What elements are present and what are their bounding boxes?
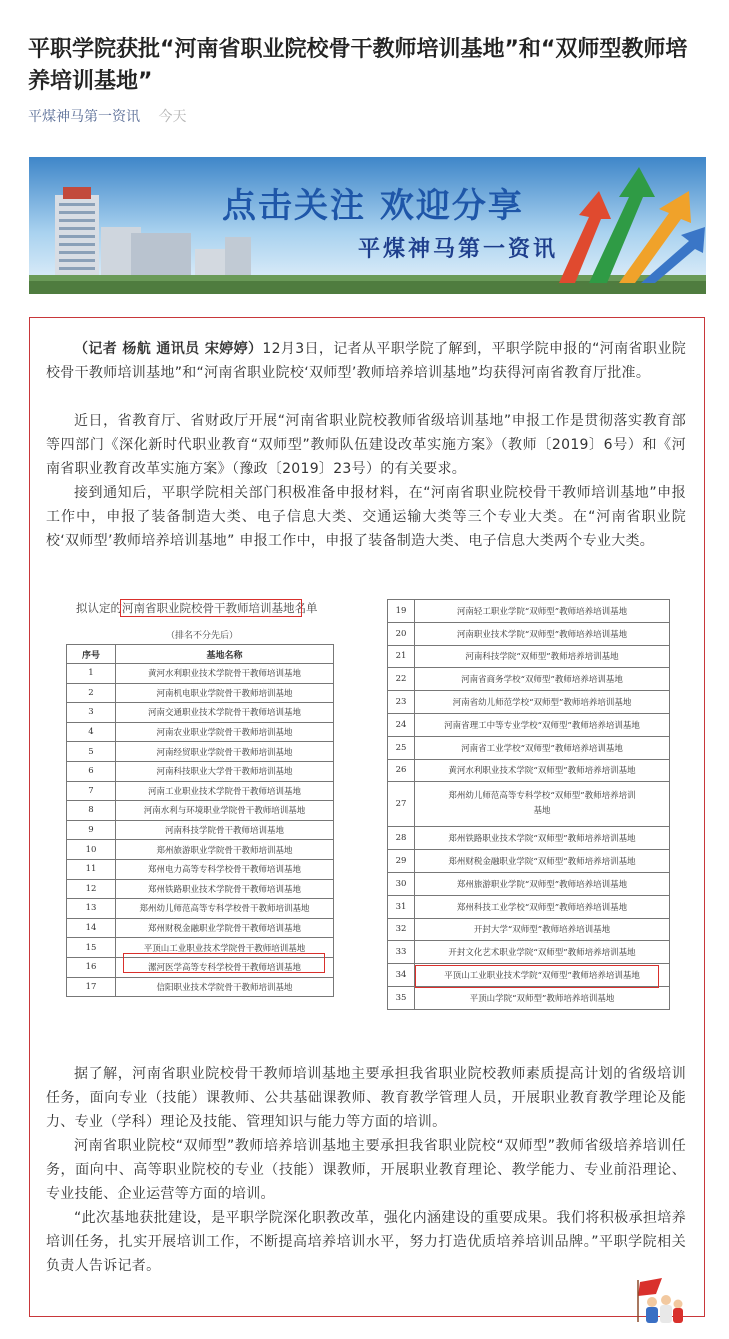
mascot-illustration — [632, 1276, 688, 1326]
table-row — [388, 895, 670, 918]
table-row — [67, 722, 334, 742]
row-index: 24 — [388, 713, 415, 736]
row-base-name: 河南工业职业技术学院骨干教师培训基地 — [116, 781, 334, 801]
row-base-name: 郑州科技工业学校“双师型”教师培养培训基地 — [415, 895, 670, 918]
table-row — [388, 918, 670, 941]
right-table — [387, 599, 670, 1010]
row-index: 12 — [67, 879, 116, 899]
row-index: 27 — [388, 782, 415, 827]
row-index: 17 — [67, 977, 116, 997]
paragraph-4: 据了解，河南省职业院校骨干教师培训基地主要承担我省职业院校教师素质提高计划的省级培训任务，面向专业（技能）课教师、公共基础课教师、教育教学管理人员，开展职业教育教学理论及能力、专业（学科）理论及技能、管理知识与能力等方面的培训。 — [46, 1066, 686, 1130]
row-base-name: 信阳职业技术学院骨干教师培训基地 — [116, 977, 334, 997]
table-row — [67, 761, 334, 781]
table-row — [388, 827, 670, 850]
table-row — [67, 899, 334, 919]
paragraph-1-text: 12月3日，记者从平职学院了解到，平职学院申报的“河南省职业院校骨干教师培训基地”和“河南省职业院校‘双师型’教师培养培训基地”均获得河南省教育厅批准。 — [46, 341, 687, 381]
table-row — [388, 600, 670, 623]
row-index: 29 — [388, 850, 415, 873]
table-row — [67, 840, 334, 860]
table-row — [388, 782, 670, 827]
row-index: 7 — [67, 781, 116, 801]
flag-mascot-icon — [632, 1276, 688, 1326]
row-index: 31 — [388, 895, 415, 918]
row-index: 5 — [67, 742, 116, 762]
row-34-highlight — [415, 965, 659, 988]
left-table — [66, 644, 334, 997]
table-row — [67, 683, 334, 703]
row-base-name: 河南科技学院“双师型”教师培养培训基地 — [415, 645, 670, 668]
row-base-name: 河南职业技术学院“双师型”教师培养培训基地 — [415, 622, 670, 645]
table-row — [388, 691, 670, 714]
row-base-name: 河南省理工中等专业学校“双师型”教师培养培训基地 — [415, 713, 670, 736]
publish-time: 今天 — [158, 109, 187, 125]
table-row — [67, 742, 334, 762]
table-row — [388, 713, 670, 736]
paragraph-5: 河南省职业院校“双师型”教师培养培训基地主要承担我省职业院校“双师型”教师省级培养培训任务，面向中、高等职业院校的专业（技能）课教师，开展职业教育理论、教学能力、专业前沿理论、专业技能、企业运营等方面的培训。 — [46, 1138, 686, 1202]
row-base-name: 河南机电职业学院骨干教师培训基地 — [116, 683, 334, 703]
caption-highlight: 河南省职业院校骨干教师培训基地 — [122, 601, 295, 615]
row-index: 13 — [67, 899, 116, 919]
row-base-name: 平顶山学院“双师型”教师培养培训基地 — [415, 986, 670, 1009]
table-row — [388, 941, 670, 964]
table-row — [67, 664, 334, 684]
banner-slogan: 点击关注 欢迎分享 — [222, 186, 524, 226]
row-base-name: 郑州财税金融职业学院“双师型”教师培养培训基地 — [415, 850, 670, 873]
row-base-name: 郑州幼儿师范高等专科学校骨干教师培训基地 — [116, 899, 334, 919]
row-index: 34 — [388, 964, 415, 987]
row-index: 4 — [67, 722, 116, 742]
row-index: 25 — [388, 736, 415, 759]
table-row — [67, 918, 334, 938]
row-base-name: 河南经贸职业学院骨干教师培训基地 — [116, 742, 334, 762]
row-base-name: 河南轻工职业学院“双师型”教师培养培训基地 — [415, 600, 670, 623]
row-base-name: 郑州铁路职业技术学院骨干教师培训基地 — [116, 879, 334, 899]
row-base-name: 郑州财税金融职业学院骨干教师培训基地 — [116, 918, 334, 938]
table-row — [388, 759, 670, 782]
row-base-name: 郑州旅游职业学院“双师型”教师培养培训基地 — [415, 872, 670, 895]
paragraph-3: 接到通知后，平职学院相关部门积极准备申报材料，在“河南省职业院校骨干教师培训基地”申报工作中，申报了装备制造大类、电子信息大类、交通运输大类等三个专业大类。在“河南省职业院校‘双师型’教师培养培训基地” 申报工作中，申报了装备制造大类、电子信息大类两个专业大类。 — [46, 485, 686, 549]
article-meta — [28, 106, 186, 126]
header-index: 序号 — [67, 645, 116, 664]
row-base-name: 平顶山工业职业技术学院骨干教师培训基地 — [116, 938, 334, 958]
row-index: 15 — [67, 938, 116, 958]
row-base-name: 河南省商务学校“双师型”教师培养培训基地 — [415, 668, 670, 691]
row-base-name: 黄河水利职业技术学院骨干教师培训基地 — [116, 664, 334, 684]
row-base-name: 河南科技学院骨干教师培训基地 — [116, 820, 334, 840]
row-index: 16 — [67, 957, 116, 977]
table-row — [388, 645, 670, 668]
row-index: 28 — [388, 827, 415, 850]
header-name: 基地名称 — [116, 645, 334, 664]
row-base-name: 郑州电力高等专科学校骨干教师培训基地 — [116, 859, 334, 879]
paragraph-1 — [46, 337, 686, 385]
left-table-note: （排名不分先后） — [166, 631, 239, 641]
table-row — [388, 850, 670, 873]
row-index: 14 — [67, 918, 116, 938]
table-row — [67, 801, 334, 821]
row-index: 21 — [388, 645, 415, 668]
table-row — [388, 736, 670, 759]
paragraph-6: “此次基地获批建设，是平职学院深化职教改革，强化内涵建设的重要成果。我们将积极承担培养培训任务，扎实开展培训工作，不断提高培养培训水平，努力打造优质培养培训品牌。”平职学院相关负责人告诉记者。 — [46, 1210, 686, 1274]
row-base-name: 河南交通职业技术学院骨干教师培训基地 — [116, 703, 334, 723]
row-base-name: 河南农业职业学院骨干教师培训基地 — [116, 722, 334, 742]
article-title: 平职学院获批“河南省职业院校骨干教师培训基地”和“双师型教师培养培训基地” — [28, 37, 688, 94]
row-base-name: 漯河医学高等专科学校骨干教师培训基地 — [116, 957, 334, 977]
row-index: 3 — [67, 703, 116, 723]
row-index: 22 — [388, 668, 415, 691]
left-table-image — [46, 596, 366, 1016]
row-index: 9 — [67, 820, 116, 840]
table-row — [388, 986, 670, 1009]
table-row — [67, 820, 334, 840]
row-index: 19 — [388, 600, 415, 623]
row-base-name: 河南科技职业大学骨干教师培训基地 — [116, 761, 334, 781]
row-base-name: 河南省幼儿师范学校“双师型”教师培养培训基地 — [415, 691, 670, 714]
right-table-image — [384, 597, 674, 1017]
table-row — [67, 781, 334, 801]
row-index: 26 — [388, 759, 415, 782]
row-index: 2 — [67, 683, 116, 703]
paragraph-2: 近日，省教育厅、省财政厅开展“河南省职业院校教师省级培训基地”申报工作是贯彻落实教育部等四部门《深化新时代职业教育“双师型”教师队伍建设改革实施方案》（教师〔2019〕6号）和《河南省职业教育改革实施方案》（豫政〔2019〕23号）的有关要求。 — [46, 413, 686, 477]
row-15-highlight — [123, 953, 325, 973]
row-index: 10 — [67, 840, 116, 860]
row-index: 8 — [67, 801, 116, 821]
row-index: 23 — [388, 691, 415, 714]
caption-highlight-box — [120, 599, 302, 617]
table-row — [67, 859, 334, 879]
banner-brand: 平煤神马第一资讯 — [358, 236, 559, 262]
row-index: 6 — [67, 761, 116, 781]
table-row — [388, 668, 670, 691]
row-base-name: 郑州幼儿师范高等专科学校“双师型”教师培养培训基地 — [415, 782, 670, 827]
table-row — [388, 622, 670, 645]
table-row — [388, 872, 670, 895]
row-base-name: 开封文化艺术职业学院“双师型”教师培养培训基地 — [415, 941, 670, 964]
row-index: 32 — [388, 918, 415, 941]
row-index: 33 — [388, 941, 415, 964]
row-index: 1 — [67, 664, 116, 684]
reporter-credit: （记者 杨航 通讯员 宋婷婷） — [74, 341, 263, 357]
row-index: 35 — [388, 986, 415, 1009]
table-row — [67, 879, 334, 899]
account-name-link[interactable]: 平煤神马第一资讯 — [28, 109, 140, 125]
table-row — [67, 977, 334, 997]
row-base-name: 河南水利与环境职业学院骨干教师培训基地 — [116, 801, 334, 821]
table-row — [67, 703, 334, 723]
row-index: 30 — [388, 872, 415, 895]
row-base-name: 河南省工业学校“双师型”教师培养培训基地 — [415, 736, 670, 759]
left-table-caption: 拟认定的河南省职业院校骨干教师培训基地名单 — [76, 601, 318, 615]
row-base-name: 黄河水利职业技术学院“双师型”教师培养培训基地 — [415, 759, 670, 782]
row-base-name: 郑州铁路职业技术学院“双师型”教师培养培训基地 — [415, 827, 670, 850]
row-base-name: 开封大学“双师型”教师培养培训基地 — [415, 918, 670, 941]
row-index: 11 — [67, 859, 116, 879]
row-index: 20 — [388, 622, 415, 645]
row-base-name: 郑州旅游职业学院骨干教师培训基地 — [116, 840, 334, 860]
row-base-name: 平顶山工业职业技术学院“双师型”教师培养培训基地 — [415, 964, 670, 987]
